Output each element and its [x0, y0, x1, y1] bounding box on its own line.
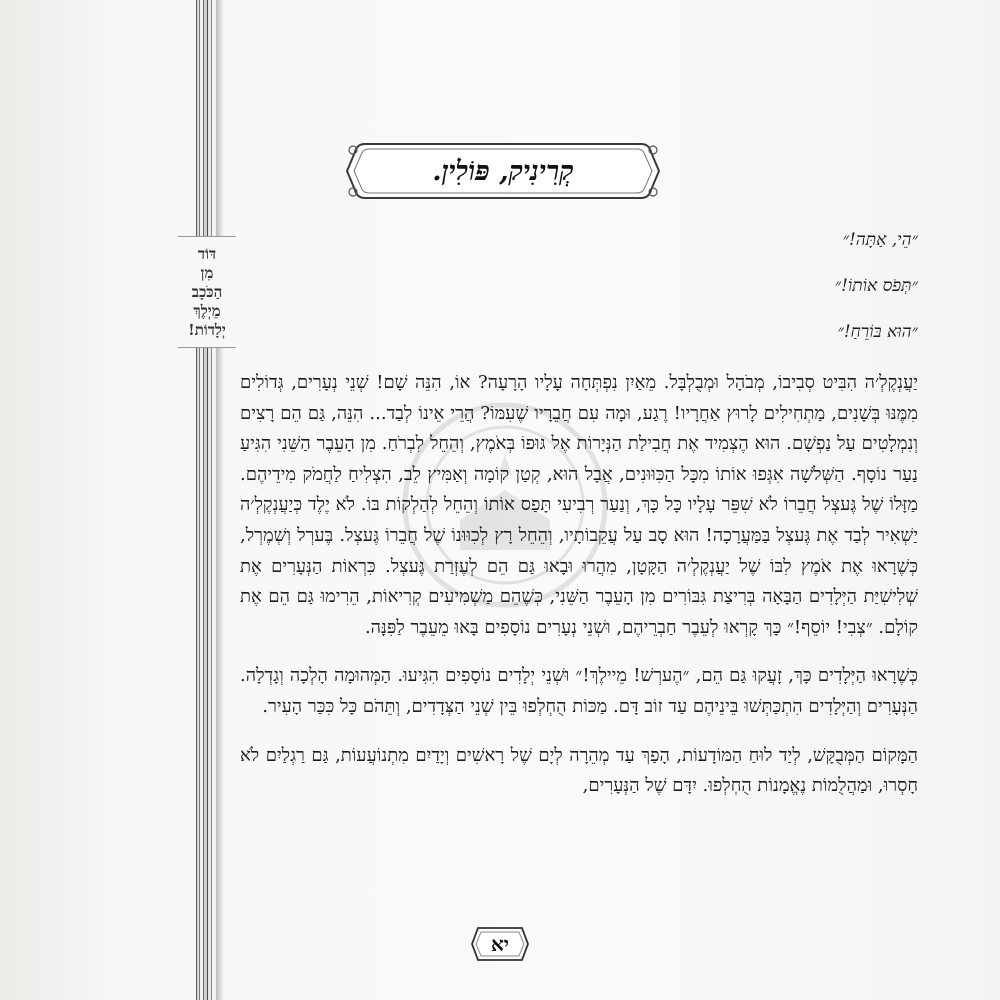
paragraph: כְּשֶׁרָאוּ הַיְּלָדִים כָּךְ, זָעֲקוּ גַּם הֵם, ״הֶערְשׁ! מֵיילֶךְ!״ וּשְׁנֵי יְלָדִים נוֹסָפִים הִגִּיעוּ. הַמְּהוּמָה הָלְכָה וְגָדְלָה. הַנְּעָרִים וְהַיְּלָדִים הִתְכַּתְּשׁוּ בֵּינֵיהֶם עַד זוֹב דָּם. מַכּוֹת הֻחְלְפוּ בֵּין שְׁנֵי הַצְּדָדִים, וְתֵּהֹם כָּל כִּכַּר הָעִיר.	[240, 665, 918, 717]
dialogue-line: ״תְּפֹס אוֹתוֹ!״	[834, 276, 918, 296]
page-number-ornament	[470, 924, 530, 964]
spine-running-title	[178, 236, 236, 348]
spine-label-line-1: דּוֹד	[197, 244, 217, 263]
dialogue-line: ״הֵי, אַתָּה!״	[842, 230, 918, 250]
page-number: יא	[490, 931, 510, 956]
chapter-title-banner	[343, 140, 663, 202]
book-spine-border	[196, 0, 216, 1000]
spine-shadow	[216, 0, 224, 1000]
spine-label-line-2: מִן	[200, 263, 214, 282]
paragraph: יַעֲנְקֶלְ׳ה הִבִּיט סְבִיבוֹ, מְבֹהָל וּמְבֻלְבָּל. מֵאַיִן נִפְתְּחָה עָלָיו הָרָעָה? אוֹ, הִנֵּה שָׁם! שְׁנֵי נְעָרִים, גְּדוֹלִים מִמֶּנּוּ בְּשָׁנִים, מַתְחִילִים לָרוּץ אַחֲרָיו! רֶגַע, וּמָה עִם חֲבֵרָיו שֶׁעִמּוֹ? הֲרֵי אֵינוֹ לְבַד... הִנֵּה, גַּם הֵם רָצִים וְנִמְלָטִים עַל נַפְשָׁם. הוּא הֶצְמִיד אֶת חֲבִילַת הַנְּיָרוֹת אֶל גּוּפוֹ בְּאֹמֶץ, וְהֵחֵל לִבְרֹחַ. מִן הָעֵבֶר הַשֵּׁנִי הִגִּיעַ נַעַר נוֹסָף. הַשְּׁלֹשָׁה אִגְּפוּ אוֹתוֹ מִכָּל הַכִּוּוּנִים, אֲבָל הוּא, קְטַן קוֹמָה וְאַמִּיץ לֵב, הִצְלִיחַ לַחֲמֹק מִידֵיהֶם. מַזָּלוֹ שֶׁל גֶּעצְל חֲבֵרוֹ לֹא שִׁפֵּר עָלָיו כָּל כָּךְ, וְנַעַר רְבִיעִי תָּפַס אוֹתוֹ וְהֵחֵל לְהַלְקוֹת בּוֹ. לֹא יֶלֶד כְּיַעֲנְקֶלְ׳ה יַשְׁאִיר לְבַד אֶת גֶּעצְל בַּמַּעֲרָכָה! הוּא סָב עַל עֲקֵבוֹתָיו, וְהֵחֵל רָץ לְכִוּוּנוֹ שֶׁל חֲבֵרוֹ גֶּעצְל. בֶּערְל וְשְׁמֶרְל, כְּשֶׁרָאוּ אֶת אֹמֶץ לִבּוֹ שֶׁל יַעֲנְקֶלְ׳ה הַקָּטָן, מִהֲרוּ וּבָאוּ גַּם הֵם לְעֶזְרַת גֶּעצְל. כִּרְאוֹת הַנְּעָרִים אֶת שְׁלִישִׁיַּת הַיְּלָדִים הַבָּאָה בְּרִיצַת גִּבּוֹרִים מִן הָעֵבֶר הַשֵּׁנִי, כְּשֶׁהֵם מַשְׁמִיעִים קְרִיאוֹת, הֵרִימוּ גַּם הֵם אֶת קוֹלָם. ״צְבִי! יוֹסֵף!״ כָּךְ קָרְאוּ לְעֵבֶר חַבְרֵיהֶם, וּשְׁנֵי נְעָרִים נוֹסָפִים בָּאוּ מֵעֵבֶר לַפִּנָּה.	[240, 372, 918, 638]
spine-label-line-4: מֵיְלֶךְ	[193, 301, 221, 320]
spine-label-line-3: הַכֹּכָב	[191, 282, 223, 301]
spine-label-line-5: יְלָדוֹת!	[188, 320, 226, 339]
body-text	[240, 230, 918, 816]
paragraph: הַמָּקוֹם הַמְּבֻקָּשׁ, לְיַד לוּחַ הַמּוֹדָעוֹת, הָפַךְ עַד מְהֵרָה לְיָם שֶׁל רָאשִׁים וְיָדַיִם מִתְנוֹעֲעוֹת, גַּם רַגְלַיִם לֹא חָסְרוּ, וּמַהֲלֻמוֹת נֶאֱמָנוֹת הֻחְלְפוּ. יִדָּם שֶׁל הַנְּעָרִים,	[240, 744, 918, 797]
dialogue-line: ״הוּא בּוֹרֵחַ!״	[837, 322, 918, 342]
chapter-title: קְרִינִיק, פּוֹלִין.	[432, 155, 574, 187]
